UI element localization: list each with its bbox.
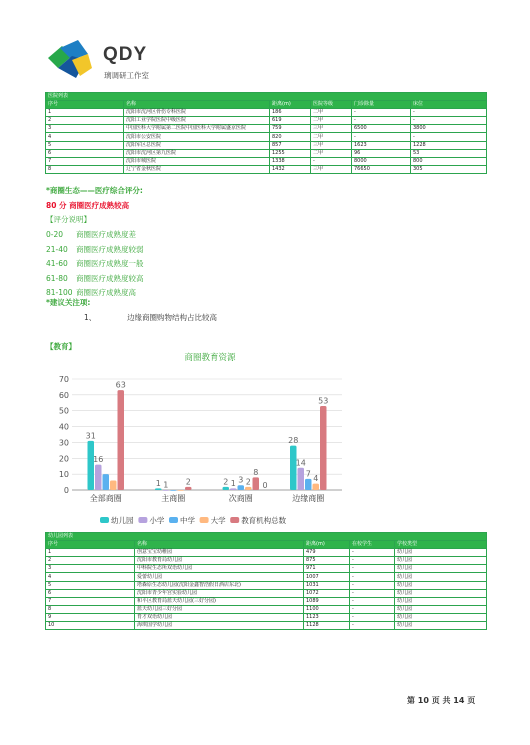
legend-label: 大学 [210,516,226,525]
x-category-label: 次商圈 [228,494,253,503]
bar-幼儿园 [290,446,297,490]
bar-大学 [313,484,320,490]
kindergarten-table-cell: - [350,557,395,565]
score-range-item [46,244,144,255]
y-tick-label: 20 [58,454,69,464]
kindergarten-table-caption: 幼儿园列表 [46,533,487,541]
hospital-column-header: 床位 [411,101,487,109]
score-range-item [46,258,144,269]
data-label: 1 [163,480,169,490]
hospital-table-cell: 二甲 [311,117,352,125]
hospital-table-cell: - [411,133,487,141]
medical-score-title: *商圈生态——医疗综合评分: [46,186,143,195]
hospital-table-cell: 沈阳工业学院医院中级医院 [124,117,270,125]
kindergarten-table-cell: 6 [46,589,135,597]
hospital-column-header: 序号 [46,101,124,109]
kindergarten-table-cell: 幼儿园 [395,605,487,613]
kindergarten-table-cell: - [350,589,395,597]
kindergarten-table-cell: 2 [46,557,135,565]
kindergarten-table-cell: 7 [46,597,135,605]
hospital-table-cell: 1228 [411,141,487,149]
bar-中学 [103,474,110,490]
kindergarten-table-row [46,549,487,557]
hospital-table-cell: 6 [46,149,124,157]
kindergarten-table-row [46,573,487,581]
bar-中学 [170,490,177,491]
score-range: 0-20 [46,230,64,239]
score-range-item [46,229,136,240]
legend-swatch [100,517,109,523]
chart-title: 商圈教育资源 [184,353,236,363]
y-tick-label: 0 [63,486,69,495]
hospital-table-row [46,125,487,133]
kindergarten-table-cell: 1128 [304,622,350,630]
kindergarten-table-cell: 中科院生态所双语幼儿园 [135,565,304,573]
hospital-table-cell: 1623 [352,141,411,149]
score-range-text: 商圈医疗成熟度较高 [76,273,144,283]
kindergarten-table-row [46,613,487,621]
hospital-table-cell: 3800 [411,125,487,133]
kindergarten-table-row [46,597,487,605]
bar-中学 [238,485,245,490]
hospital-table-cell: 820 [270,133,311,141]
bar-教育机构总数 [185,487,192,490]
kindergarten-column-header: 在校学生 [350,541,395,549]
kindergarten-table-row [46,581,487,589]
hospital-table-cell: 二甲 [311,109,352,117]
education-resource-chart [60,348,360,528]
kindergarten-table-cell: 和平区教育局蓝天幼儿园(三好分园) [135,597,304,605]
y-tick-label: 10 [58,470,69,480]
data-label: 31 [85,431,96,441]
hospital-table-cell: 619 [270,117,311,125]
kindergarten-table-cell: 10 [46,622,135,630]
x-category-label: 边缘商圈 [292,494,325,503]
hospital-table-row [46,141,487,149]
bar-小学 [95,465,102,490]
bar-教育机构总数 [118,390,125,490]
hospital-table-cell: 辽宁省金秋医院 [124,165,270,173]
hospital-table-cell: 800 [411,157,487,165]
y-tick-label: 60 [58,390,69,400]
kindergarten-table-cell: 爱蕾幼儿园 [135,573,304,581]
hospital-table-cell: 857 [270,141,311,149]
bar-小学 [163,490,170,491]
bar-幼儿园 [88,441,95,490]
bar-幼儿园 [223,487,230,490]
hospital-table-cell: 759 [270,125,311,133]
kindergarten-table-cell: 沈阳市青少年宫实验幼儿园 [135,589,304,597]
kindergarten-table-cell: 3 [46,565,135,573]
data-label: 4 [313,474,319,484]
hospital-table-cell: 186 [270,109,311,117]
kindergarten-table [45,532,487,630]
data-label: 2 [223,477,229,487]
hospital-table-cell: 二甲 [311,133,352,141]
legend-label: 幼儿园 [111,516,134,525]
medical-score-value: 80 分 商圈医疗成熟较高 [46,201,130,210]
kindergarten-table-cell: 蓝天幼儿园三好分园 [135,605,304,613]
data-label: 1 [230,478,236,488]
bar-幼儿园 [155,488,162,490]
hospital-table-cell: 1 [46,109,124,117]
kindergarten-table-row [46,622,487,630]
data-label: 1 [155,478,161,488]
bar-大学 [245,487,252,490]
brand-subtitle: 璃调研工作室 [104,71,149,80]
kindergarten-table-cell: 8 [46,605,135,613]
hospital-table-cell: 1432 [270,165,311,173]
hospital-table-caption: 医院列表 [46,93,487,101]
kindergarten-table-cell: 幼儿园 [395,581,487,589]
score-range: 41-60 [46,259,68,268]
kindergarten-table-row [46,589,487,597]
data-label: 2 [245,477,251,487]
hospital-column-header: 名称 [124,101,270,109]
kindergarten-table-cell: 幼儿园 [395,613,487,621]
x-category-label: 主商圈 [161,494,186,503]
kindergarten-table-cell: 1031 [304,581,350,589]
kindergarten-table-cell: 幼儿园 [395,622,487,630]
suggestion-item [84,312,217,323]
hospital-table-cell: 5 [46,141,124,149]
hospital-table-cell: 7 [46,157,124,165]
score-range: 21-40 [46,244,68,254]
kindergarten-table-row [46,605,487,613]
hospital-table-cell: 沈阳市沈河区骨伤专科医院 [124,109,270,117]
hospital-table-cell: 305 [411,165,487,173]
kindergarten-table-cell: - [350,549,395,557]
hospital-table-cell: 3 [46,125,124,133]
legend-label: 中学 [180,516,195,525]
legend-swatch [138,517,147,523]
hospital-table-row [46,109,487,117]
data-label: 16 [93,455,104,465]
score-range-text: 商圈医疗成熟度一般 [76,259,144,268]
data-label: 2 [185,477,191,487]
hospital-table [45,92,487,174]
hospital-table-cell: 三甲 [311,165,352,173]
bar-小学 [230,488,237,490]
hospital-table-cell: - [411,109,487,117]
hospital-table-row [46,133,487,141]
data-label: 0 [262,481,268,490]
suggestion-title: *建议关注项: [46,298,91,307]
kindergarten-column-header: 距离(m) [304,541,350,549]
score-range-item [46,273,144,284]
y-tick-label: 30 [58,438,69,448]
kindergarten-table-cell: 1100 [304,605,350,613]
data-label: 14 [295,458,306,468]
kindergarten-table-cell: 4 [46,573,135,581]
hospital-table-cell: 沈阳市城医院 [124,157,270,165]
legend-label: 小学 [149,516,165,525]
kindergarten-table-cell: 1123 [304,613,350,621]
y-tick-label: 70 [58,375,69,384]
bar-大学 [178,490,185,491]
kindergarten-column-header: 序号 [46,541,135,549]
kindergarten-table-cell: 479 [304,549,350,557]
hospital-table-cell: 中国医科大学附属第二医院中国医科大学附属盛京医院 [124,125,270,133]
legend-label: 教育机构总数 [241,516,287,525]
score-range-text: 商圈医疗成熟度高 [76,288,136,297]
kindergarten-table-cell: - [350,613,395,621]
hospital-table-cell: - [352,117,411,125]
kindergarten-table-cell: 幼儿园 [395,557,487,565]
hospital-table-cell: 二甲 [311,149,352,157]
kindergarten-table-cell: - [350,605,395,613]
data-label: 63 [115,380,126,390]
education-section-label: 【教育】 [46,342,76,351]
hospital-table-cell: 1338 [270,157,311,165]
hospital-column-header: 距离(m) [270,101,311,109]
hospital-table-cell: 三甲 [311,141,352,149]
hospital-table-cell: 三甲 [311,125,352,133]
hospital-table-row [46,117,487,125]
kindergarten-table-cell: 塔森原生态幼儿园(沈阳金鑫智浩假日酒店东北) [135,581,304,589]
kindergarten-table-cell: 幼儿园 [395,589,487,597]
qdy-logo-icon [46,38,94,82]
bar-大学 [110,480,117,490]
kindergarten-column-header: 名称 [135,541,304,549]
hospital-column-header: 门诊除量 [352,101,411,109]
data-label: 8 [253,467,259,477]
hospital-table-cell: - [311,157,352,165]
kindergarten-table-cell: 971 [304,565,350,573]
score-range: 61-80 [46,273,68,283]
kindergarten-table-cell: 幼儿园 [395,597,487,605]
hospital-table-row [46,157,487,165]
bar-教育机构总数 [253,477,260,490]
hospital-table-cell: - [352,133,411,141]
bar-教育机构总数 [320,406,327,490]
bar-中学 [305,479,312,490]
x-category-label: 全部商圈 [89,494,122,503]
kindergarten-table-cell: - [350,565,395,573]
hospital-table-cell: 8 [46,165,124,173]
hospital-table-cell: 8000 [352,157,411,165]
legend-swatch [169,517,178,523]
kindergarten-table-row [46,565,487,573]
kindergarten-table-cell: 1 [46,549,135,557]
kindergarten-table-cell: 1007 [304,573,350,581]
legend-swatch [200,517,209,523]
score-range: 81-100 [46,288,73,297]
kindergarten-table-cell: - [350,581,395,589]
kindergarten-table-cell: 海琪国学幼儿园 [135,622,304,630]
kindergarten-table-cell: 创意宝宝幼稚园 [135,549,304,557]
kindergarten-table-cell: 沈阳市教育局幼儿园 [135,557,304,565]
hospital-table-cell: 76650 [352,165,411,173]
score-explanation-heading: 【评分说明】 [46,215,91,224]
data-label: 28 [288,436,299,446]
kindergarten-table-cell: - [350,597,395,605]
suggestion-item-number: 1、 [84,313,97,322]
hospital-table-row [46,165,487,173]
data-label: 7 [305,469,311,479]
hospital-table-cell: 沈阳军区总医院 [124,141,270,149]
score-range-text: 商圈医疗成熟度较弱 [76,244,144,254]
kindergarten-table-cell: 9 [46,613,135,621]
data-label: 3 [238,475,244,485]
hospital-table-cell: 96 [352,149,411,157]
y-tick-label: 50 [58,406,69,416]
score-range-text: 商圈医疗成熟度差 [76,230,136,239]
hospital-table-cell: 2 [46,117,124,125]
hospital-table-cell: 4 [46,133,124,141]
kindergarten-table-cell: 1089 [304,597,350,605]
kindergarten-table-cell: 幼儿园 [395,549,487,557]
kindergarten-table-cell: 5 [46,581,135,589]
hospital-table-cell: 6500 [352,125,411,133]
kindergarten-table-cell: 1072 [304,589,350,597]
y-tick-label: 40 [58,422,69,432]
hospital-table-cell: 沈阳市公安医院 [124,133,270,141]
hospital-table-cell: 1255 [270,149,311,157]
kindergarten-table-cell: - [350,622,395,630]
kindergarten-table-cell: 育才双语幼儿园 [135,613,304,621]
kindergarten-table-cell: - [350,573,395,581]
kindergarten-table-cell: 幼儿园 [395,565,487,573]
hospital-table-cell: 沈阳市沈河区第九医院 [124,149,270,157]
kindergarten-table-cell: 幼儿园 [395,573,487,581]
hospital-table-cell: 53 [411,149,487,157]
brand-name: QDY [103,44,148,65]
kindergarten-column-header: 学校类型 [395,541,487,549]
bar-小学 [298,468,305,490]
hospital-table-cell: - [411,117,487,125]
legend-swatch [230,517,239,523]
hospital-column-header: 医院等级 [311,101,352,109]
data-label: 53 [318,396,329,406]
kindergarten-table-cell: 875 [304,557,350,565]
kindergarten-table-row [46,557,487,565]
hospital-table-row [46,149,487,157]
hospital-table-cell: - [352,109,411,117]
suggestion-item-text: 边缘商圈购物结构占比较高 [127,313,218,322]
page-number: 第 10 页 共 14 页 [407,696,476,705]
